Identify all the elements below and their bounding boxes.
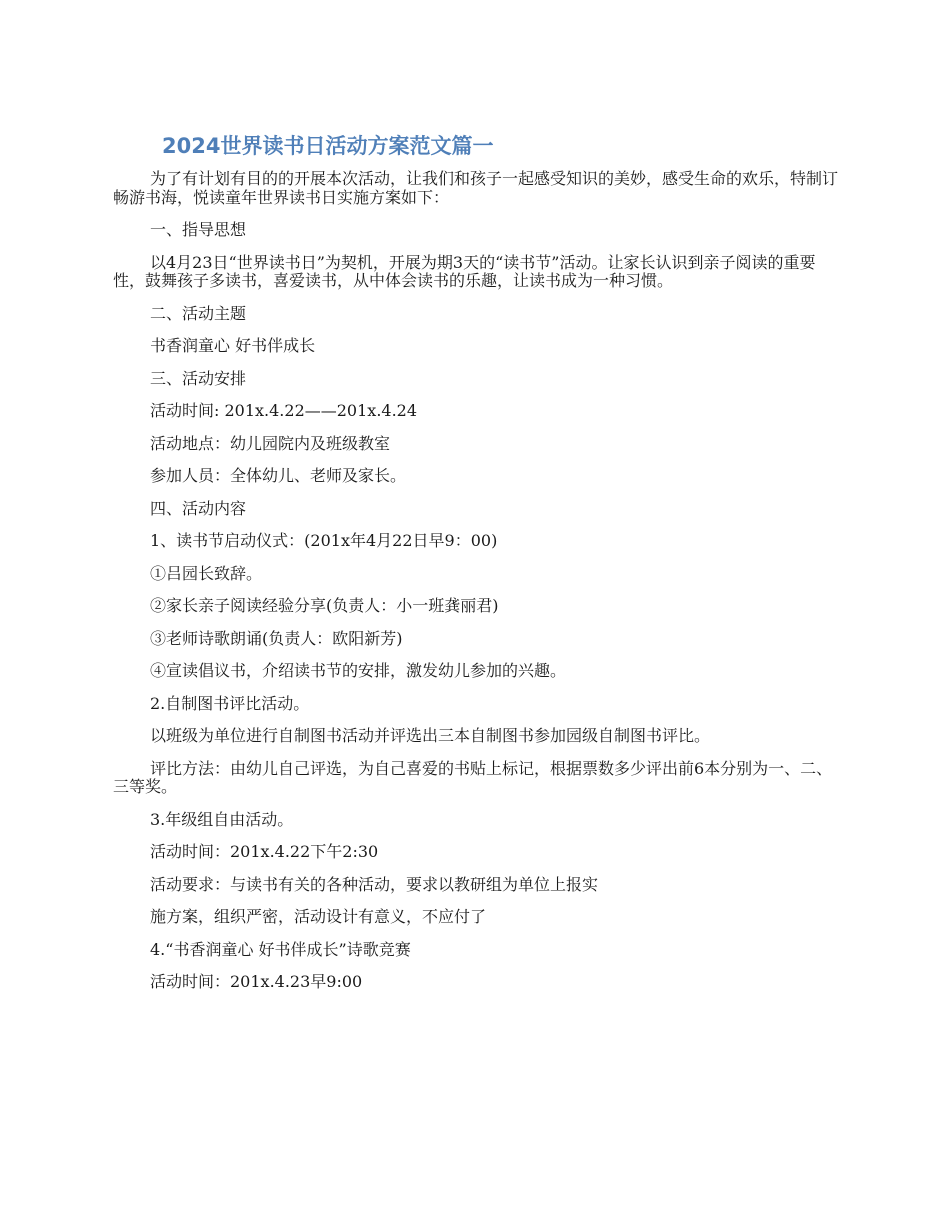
paragraph-launch-ceremony: 1、读书节启动仪式：(201x年4月22日早9：00) [150,531,498,550]
paragraph-grade-activity-requirement: 活动要求：与读书有关的各种活动，要求以教研组为单位上报实 [150,874,599,894]
paragraph-self-made-books-desc: 以班级为单位进行自制图书活动并评选出三本自制图书参加园级自制图书评比。 [150,726,711,745]
paragraph-theme: 书香润童心 好书伴成长 [150,336,316,355]
list-item: ①吕园长致辞。 [150,563,263,583]
document-body [113,170,841,1006]
paragraph-grade-activity: 3.年级组自由活动。 [150,809,294,829]
list-item: ②家长亲子阅读经验分享(负责人：小一班龚丽君) [150,596,499,615]
paragraph-evaluation-method: 评比方法：由幼儿自己评选，为自己喜爱的书贴上标记，根据票数多少评出前6本分别为一、二、三等奖。 [113,758,833,796]
paragraph-participants: 参加人员：全体幼儿、老师及家长。 [150,466,407,485]
document-title: 2024世界读书日活动方案范文篇一 [162,134,494,158]
paragraph-activity-time: 活动时间: 201x.4.22——201x.4.24 [150,401,418,420]
list-item: ④宣读倡议书，介绍读书节的安排，激发幼儿参加的兴趣。 [150,661,567,680]
paragraph-grade-activity-time: 活动时间：201x.4.22下午2:30 [150,842,379,861]
list-item: ③老师诗歌朗诵(负责人：欧阳新芳) [150,628,403,648]
heading-theme: 二、活动主题 [150,303,247,323]
paragraph-poetry-contest-time: 活动时间：201x.4.23早9:00 [150,972,363,991]
paragraph-activity-location: 活动地点：幼儿园院内及班级教室 [150,433,391,453]
heading-arrangement: 三、活动安排 [150,368,247,388]
paragraph-self-made-books: 2.自制图书评比活动。 [150,693,310,713]
paragraph-guiding-thought: 以4月23日“世界读书日”为契机，开展为期3天的“读书节”活动。让家长认识到亲子阅读的重要性，鼓舞孩子多读书，喜爱读书，从中体会读书的乐趣，让读书成为一种习惯。 [113,252,816,290]
heading-content: 四、活动内容 [150,498,247,518]
heading-guiding-thought: 一、指导思想 [150,220,247,239]
paragraph-intro: 为了有计划有目的的开展本次活动，让我们和孩子一起感受知识的美妙，感受生命的欢乐，特制订畅游书海，悦读童年世界读书日实施方案如下： [113,169,839,207]
paragraph-grade-activity-requirement-cont: 施方案，组织严密，活动设计有意义，不应付了 [150,907,487,926]
paragraph-poetry-contest: 4.“书香润童心 好书伴成长”诗歌竞赛 [150,939,411,959]
